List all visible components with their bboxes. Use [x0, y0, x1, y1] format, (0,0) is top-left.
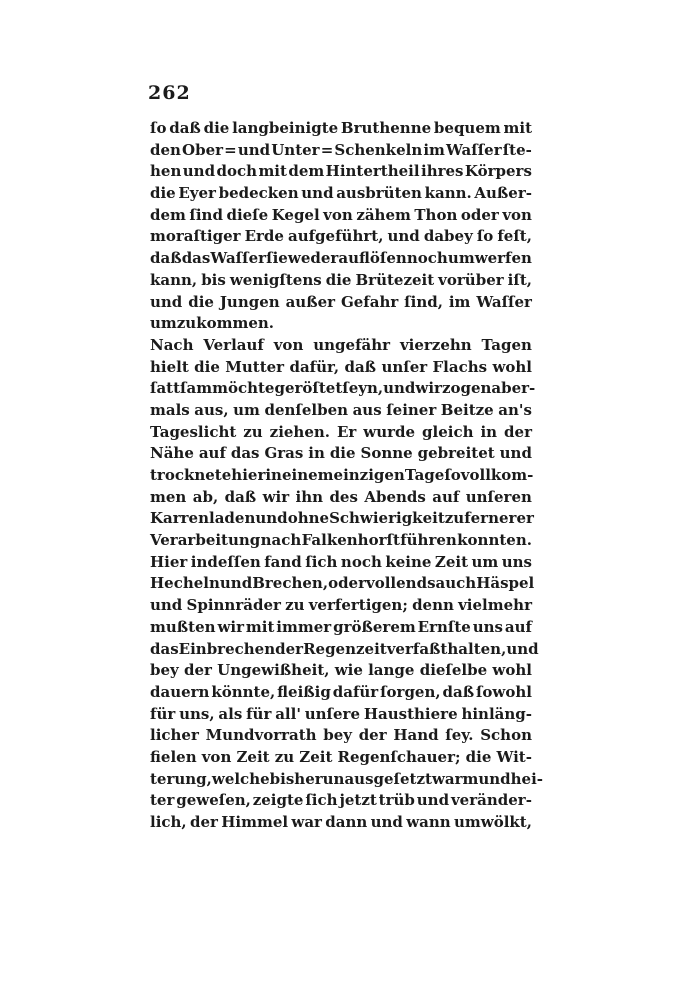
text-line: Verarbeitung nach Falkenhorſt führen konnten. [150, 531, 532, 550]
text-line: licher Mundvorrath bey der Hand ſey. Schon [150, 726, 532, 745]
text-line: mals aus, um denſelben aus ſeiner Beitze an's [150, 400, 532, 419]
text-line: ter geweſen, zeigte ſich jetzt trüb und veränder- [150, 791, 532, 810]
text-line: terung, welche bisher unausgeſetzt warm und hei- [150, 769, 544, 788]
text-line: lich, der Himmel war dann und wann umwölkt, [150, 813, 532, 831]
text-line: kann, bis wenigſtens die Brütezeit vorüber iſt, [150, 270, 532, 289]
text-line: Tageslicht zu ziehen. Er wurde gleich in der [150, 422, 532, 441]
text-line: trocknete hier in einem einzigen Tage ſo vollkom- [150, 466, 534, 484]
text-line: das Einbrechen der Regenzeit verfaßt halten, und [150, 639, 539, 658]
text-line: mußten wir mit immer größerem Ernſte uns auf [150, 617, 532, 636]
body-text [150, 118, 544, 834]
text-line: und die Jungen außer Gefahr ſind, im Waſſer [150, 292, 532, 311]
text-line: ſo daß die langbeinigte Bruthenne bequem mit [150, 119, 532, 137]
text-line: Nähe auf das Gras in die Sonne gebreitet und [150, 444, 532, 463]
text-line: daß das Waſſer ſie weder auflöſen noch umwerfen [150, 249, 532, 268]
text-line: Hier indeſſen fand ſich noch keine Zeit um uns [150, 552, 532, 571]
text-line: hen und doch mit dem Hintertheil ihres Körpers [150, 162, 532, 181]
text-line: für uns, als für all' unſere Hausthiere hinläng- [150, 704, 532, 723]
text-line: fielen von Zeit zu Zeit Regenſchauer; die Wit- [150, 747, 532, 766]
text-line: umzukommen. [150, 314, 275, 333]
text-line: die Eyer bedecken und ausbrüten kann. Außer- [150, 184, 532, 203]
text-line: moraſtiger Erde aufgeführt, und dabey ſo feſt, [150, 227, 532, 246]
text-line: Karren laden und ohne Schwierigkeit zu fernerer [150, 509, 534, 528]
text-line: und Spinnräder zu verfertigen; denn vielmehr [150, 596, 532, 615]
text-line: den Ober = und Unter = Schenkeln im Waſſer ſte- [150, 140, 532, 159]
text-line: dauern könnte, fleißig dafür ſorgen, daß ſowohl [150, 682, 532, 701]
text-line: Nach Verlauf von ungefähr vierzehn Tagen [150, 335, 532, 354]
text-line: bey der Ungewißheit, wie lange dieſelbe wohl [150, 661, 532, 680]
page-number: 262 [148, 82, 191, 104]
text-line: men ab, daß wir ihn des Abends auf unſeren [150, 487, 532, 506]
text-line: ſattſam möchte geröſtet ſeyn, und wir zogen aber- [150, 379, 536, 398]
text-line: hielt die Mutter dafür, daß unſer Flachs wohl [150, 357, 532, 376]
text-line: Hecheln und Brechen, oder vollends auch Häspel [150, 574, 535, 593]
text-line: dem ſind dieſe Kegel von zähem Thon oder von [150, 205, 532, 224]
